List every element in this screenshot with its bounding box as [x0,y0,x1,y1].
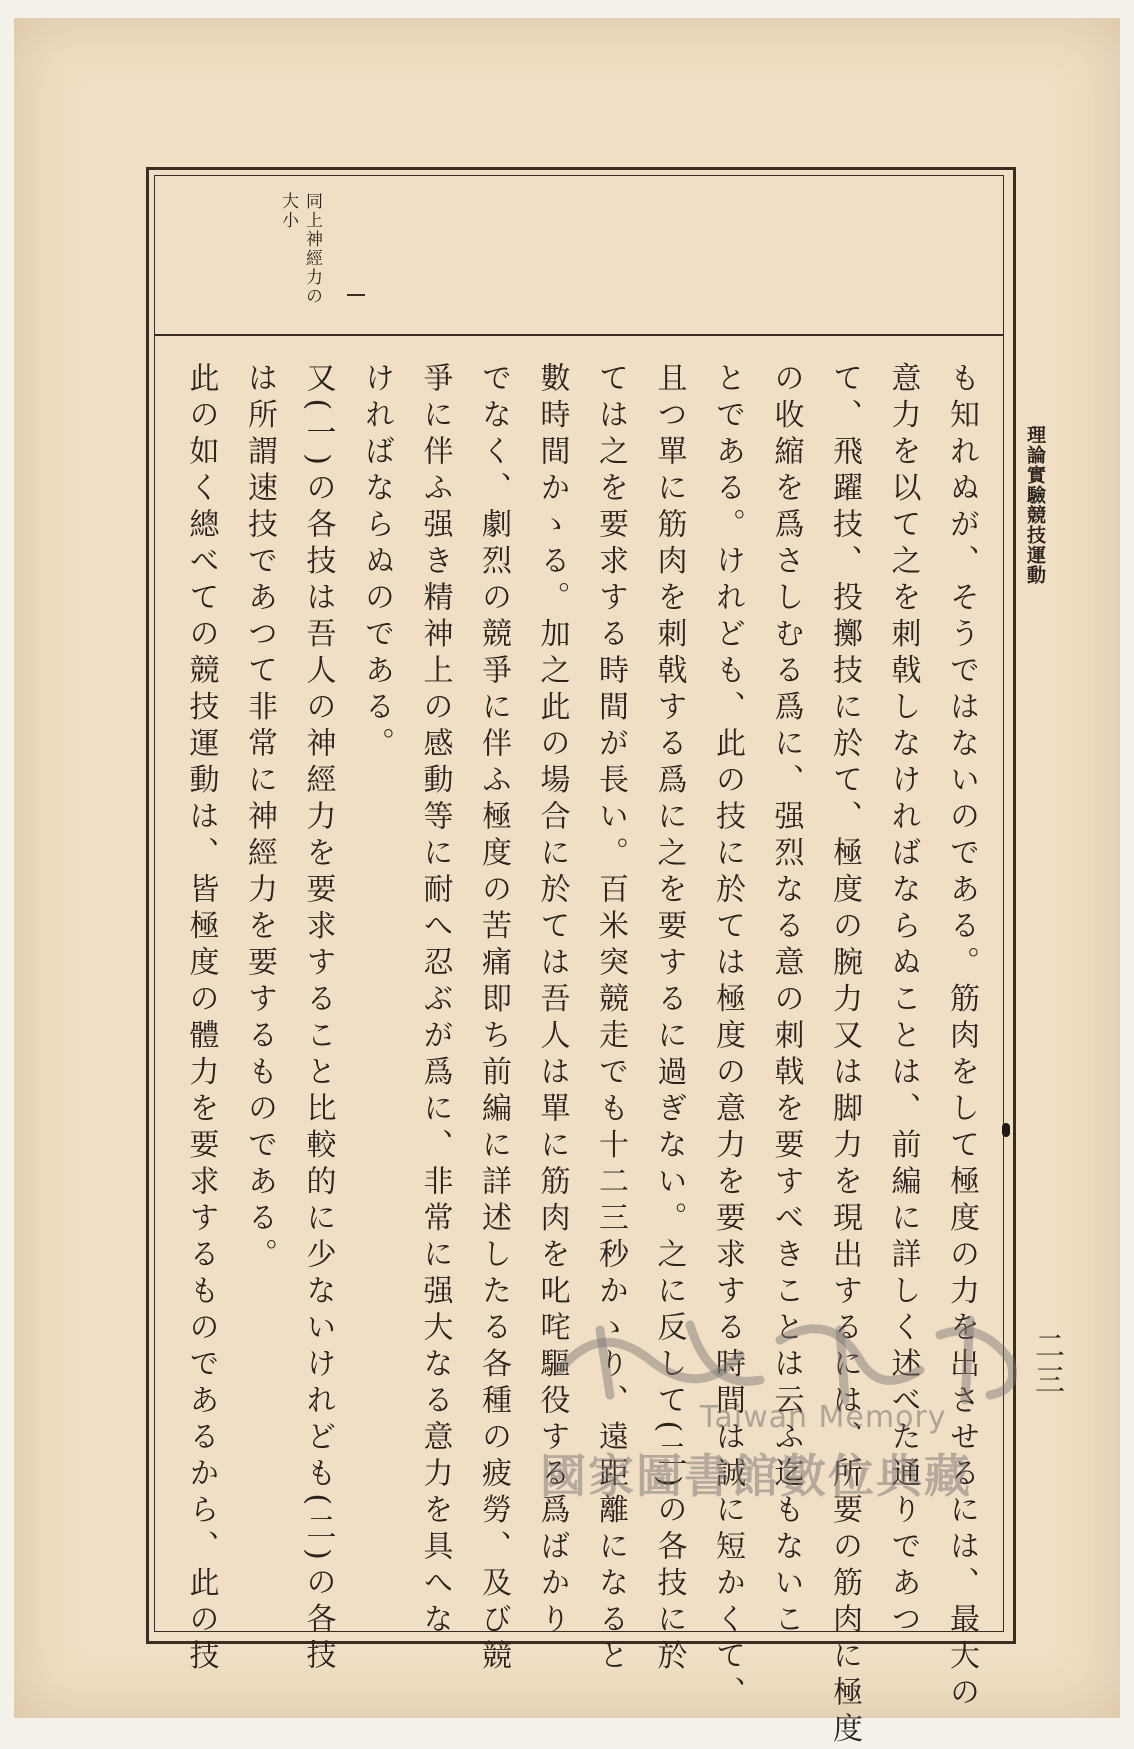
running-head: 理論實驗競技運動 [1024,425,1046,585]
body-line: 爭に伴ふ强き精神上の感動等に耐へ忍ぶが爲に、非常に强大なる意力を具へな [417,362,453,1640]
body-line: も知れぬが、そうではないのである。筋肉をして極度の力を出させるには、最大の [944,362,979,1713]
margin-note-line-1: 同上神經力の [302,192,322,306]
body-line: 此の如く總べての競技運動は、皆極度の體力を要求するものであるから、此の技 [183,362,219,1676]
body-line: とである。けれども、此の技に於ては極度の意力を要求する時間は誠に短かくて、 [710,362,745,1713]
body-line: ては之を要求する時間が長い。百米突競走でも十二三秒かゝり、遠距離になると [593,362,628,1676]
margin-divider [154,334,1004,336]
watermark-cjk: 國家圖書館數位典藏 [540,1449,972,1503]
body-line: ければならぬのである。 [359,362,394,764]
body-line: の收縮を爲さしむる爲に、强烈なる意の刺戟を要すべきことは云ふ迄もないこ [768,362,804,1640]
body-line: 數時間かゝる。加之此の場合に於ては吾人は單に筋肉を叱咤驅役する爲ばかり [534,362,570,1640]
body-line: 又(一)の各技は吾人の神經力を要求すること比較的に少ないけれども(二)の各技 [300,362,336,1676]
watermark-latin: Taiwan Memory [700,1400,947,1435]
body-text [170,362,990,1749]
body-line: は所謂速技であつて非常に神經力を要するものである。 [242,362,277,1275]
body-line: 且つ單に筋肉を刺戟する爲に之を要するに過ぎない。之に反して(二)の各技に於 [651,362,687,1676]
margin-note [276,192,324,332]
page-number: 二三 [1029,1330,1064,1398]
body-line: 意力を以て之を刺戟しなければならぬことは、前編に詳しく述べた通りであつ [885,362,921,1640]
binding-dot [1002,1123,1010,1137]
body-line: て、飛躍技、投擲技に於て、極度の腕力又は脚力を現出するには、所要の筋肉に極度 [827,362,862,1749]
margin-dash [347,294,365,296]
margin-note-line-2: 大小 [278,192,298,230]
body-line: でなく、劇烈の競爭に伴ふ極度の苦痛即ち前編に詳述したる各種の疲勞、及び競 [476,362,511,1676]
